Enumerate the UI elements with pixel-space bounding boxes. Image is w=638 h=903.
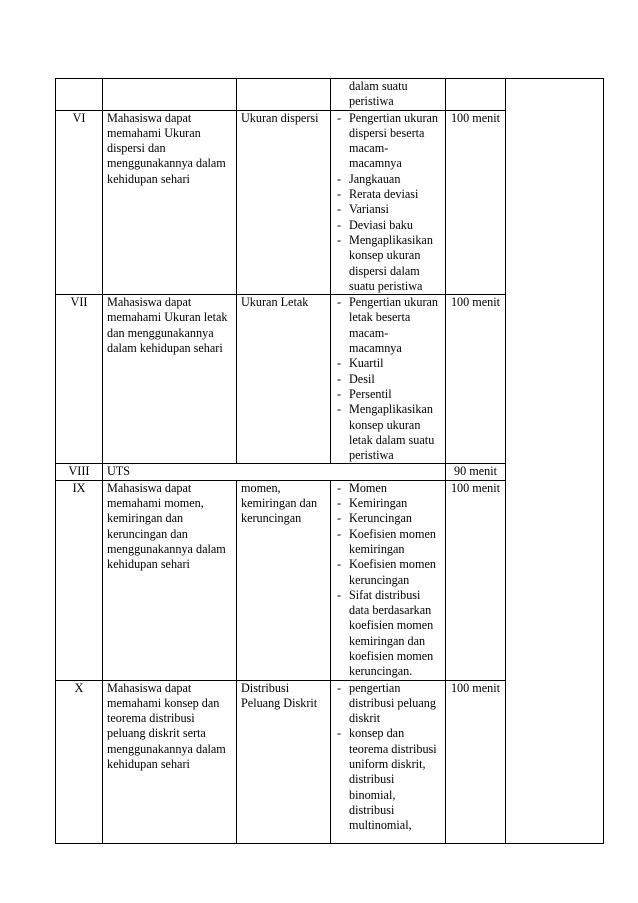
list-item: - pengertian distribusi peluang diskrit (335, 681, 441, 727)
learning-outcome-cell: Mahasiswa dapat memahami Ukuran dispersi dan menggunakannya dalam kehidupan sehari (103, 110, 237, 295)
subtopic-cell (331, 79, 446, 111)
learning-outcome-cell: Mahasiswa dapat memahami konsep dan teorema distribusi peluang diskrit serta menggunakannya dalam kehidupan sehari (103, 680, 237, 843)
list-item: - konsep dan teorema distribusi uniform diskrit, distribusi binomial, distribusi multinomial, (335, 726, 441, 833)
subtopic-list (335, 295, 441, 463)
learning-outcome-cell: Mahasiswa dapat memahami momen, kemiringan dan keruncingan dan menggunakannya dalam kehidupan sehari (103, 480, 237, 680)
list-item: - Deviasi baku (335, 218, 441, 233)
subtopic-list (335, 481, 441, 680)
time-cell: 100 menit (446, 680, 506, 843)
list-item: - Kemiringan (335, 496, 441, 511)
list-item: - Jangkauan (335, 172, 441, 187)
list-item: - Mengaplikasikan konsep ukuran letak dalam suatu peristiwa (335, 402, 441, 463)
topic-cell: Distribusi Peluang Diskrit (237, 680, 331, 843)
list-item: - Sifat distribusi data berdasarkan koefisien momen kemiringan dan koefisien momen keruncingan. (335, 588, 441, 680)
extra-cell (506, 79, 604, 844)
time-cell: 100 menit (446, 480, 506, 680)
topic-cell: momen, kemiringan dan keruncingan (237, 480, 331, 680)
row-number-cell: X (56, 680, 103, 843)
list-item: - Persentil (335, 387, 441, 402)
row-number-cell: VIII (56, 464, 103, 480)
list-item: - Pengertian ukuran dispersi beserta macam-macamnya (335, 111, 441, 172)
course-plan-table (55, 78, 604, 844)
subtopic-continuation: dalam suatu peristiwa (349, 79, 408, 109)
list-item: - Variansi (335, 202, 441, 217)
subtopic-cell (331, 680, 446, 843)
row-number-cell: VII (56, 295, 103, 464)
list-item: - Koefisien momen kemiringan (335, 527, 441, 558)
row-number-cell: IX (56, 480, 103, 680)
row-number-cell: VI (56, 110, 103, 295)
subtopic-cell (331, 295, 446, 464)
topic-cell (237, 79, 331, 111)
time-cell: 100 menit (446, 295, 506, 464)
time-cell: 90 menit (446, 464, 506, 480)
exam-cell: UTS (103, 464, 446, 480)
subtopic-list (335, 111, 441, 295)
list-item: - Desil (335, 372, 441, 387)
subtopic-list (335, 681, 441, 834)
subtopic-cell (331, 480, 446, 680)
list-item: - Momen (335, 481, 441, 496)
learning-outcome-cell (103, 79, 237, 111)
list-item: - Koefisien momen keruncingan (335, 557, 441, 588)
subtopic-cell (331, 110, 446, 295)
row-number-cell (56, 79, 103, 111)
list-item: - Mengaplikasikan konsep ukuran dispersi dalam suatu peristiwa (335, 233, 441, 294)
list-item: - Keruncingan (335, 511, 441, 526)
list-item: - Pengertian ukuran letak beserta macam-macamnya (335, 295, 441, 356)
list-item: - Rerata deviasi (335, 187, 441, 202)
topic-cell: Ukuran dispersi (237, 110, 331, 295)
topic-cell: Ukuran Letak (237, 295, 331, 464)
learning-outcome-cell: Mahasiswa dapat memahami Ukuran letak dan menggunakannya dalam kehidupan sehari (103, 295, 237, 464)
time-cell (446, 79, 506, 111)
table-row (56, 79, 604, 111)
list-item: - Kuartil (335, 356, 441, 371)
time-cell: 100 menit (446, 110, 506, 295)
